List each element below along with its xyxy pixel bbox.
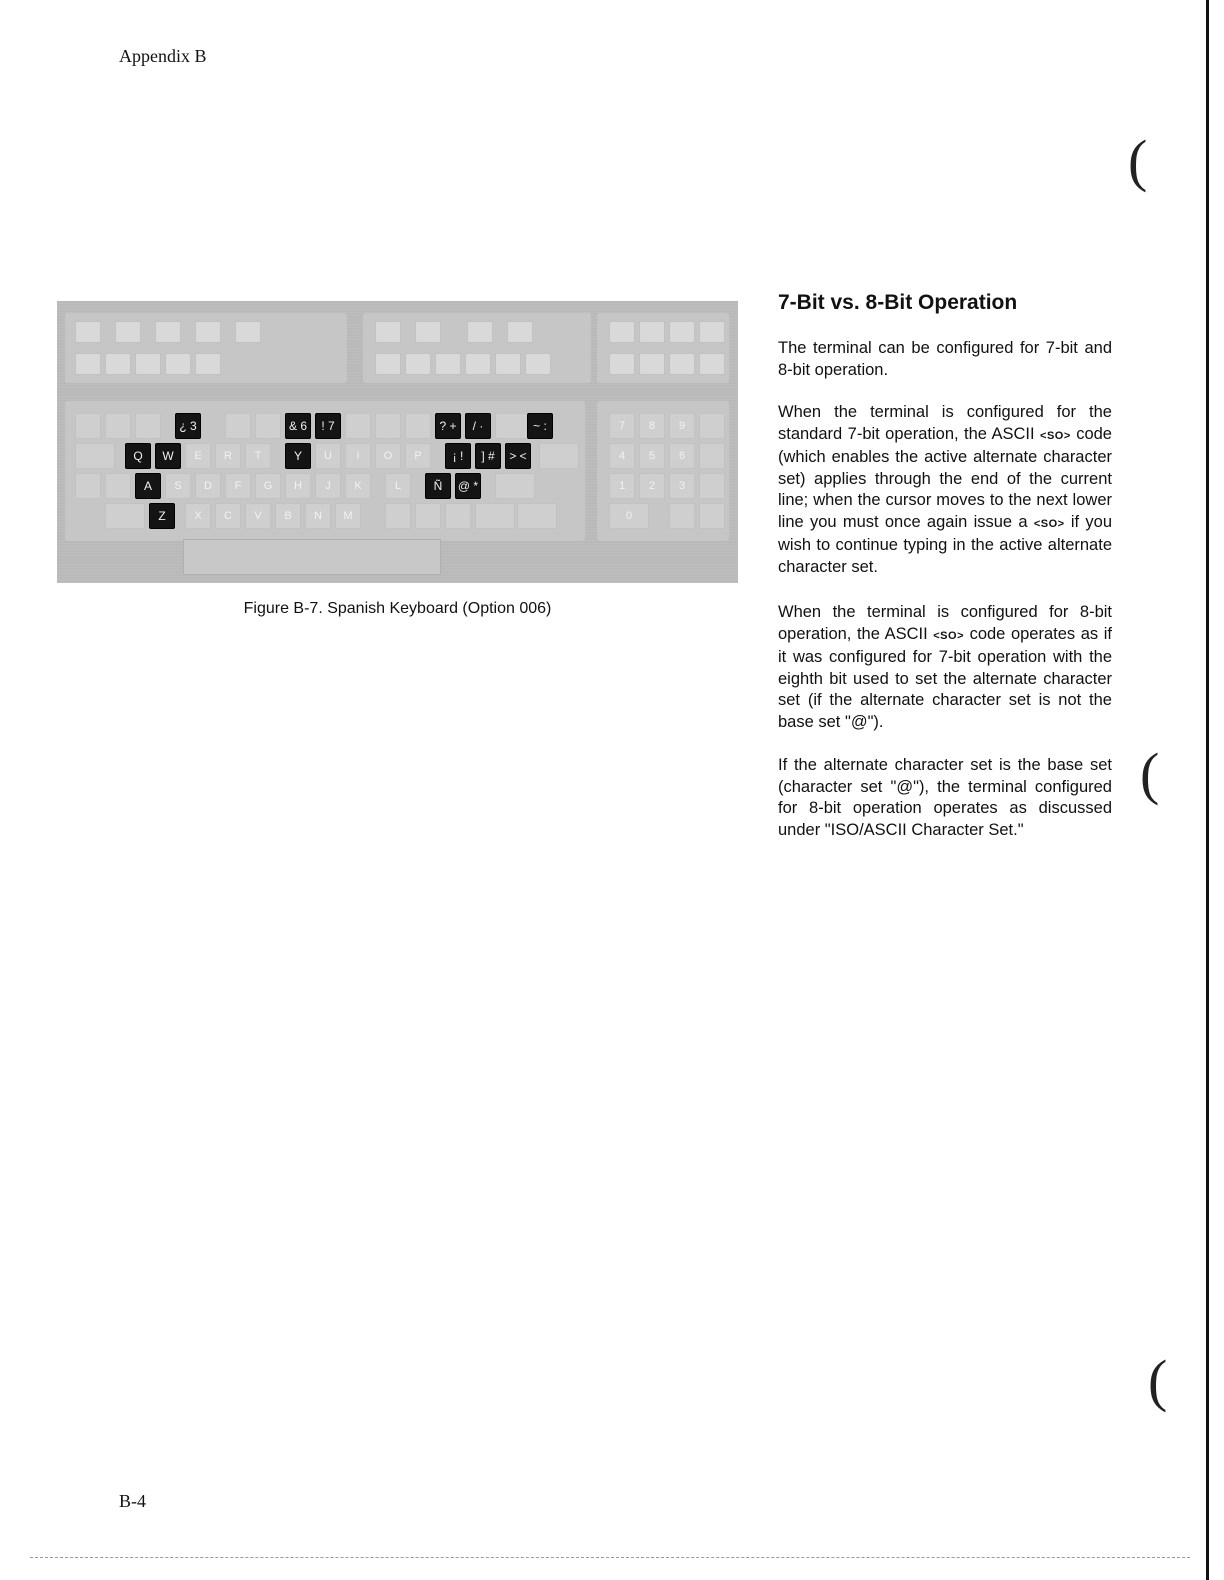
keyboard-key: [375, 353, 401, 375]
keyboard-key: T: [245, 443, 271, 469]
keyboard-key: [699, 443, 725, 469]
keyboard-key: [375, 321, 401, 343]
keyboard-key: [639, 353, 665, 375]
keyboard-key-alternate: ¿ 3: [175, 413, 201, 439]
spacebar: [183, 539, 441, 575]
keyboard-key: R: [215, 443, 241, 469]
keyboard-key: [669, 503, 695, 529]
keyboard-key: [669, 353, 695, 375]
bottom-rule: [30, 1557, 1190, 1558]
keyboard-key: [105, 413, 131, 439]
keyboard-key: [165, 353, 191, 375]
keyboard-key: [699, 413, 725, 439]
so-code: <SO>: [1040, 429, 1071, 442]
keyboard-key: M: [335, 503, 361, 529]
keyboard-key: [639, 321, 665, 343]
page-header: Appendix B: [119, 46, 207, 66]
keyboard-key: [115, 321, 141, 343]
keyboard-key: G: [255, 473, 281, 499]
keyboard-key: [465, 353, 491, 375]
keyboard-key-alternate: ~ :: [527, 413, 553, 439]
keyboard-key: S: [165, 473, 191, 499]
keyboard-key: [135, 413, 161, 439]
keyboard-key: [255, 413, 281, 439]
keyboard-key: I: [345, 443, 371, 469]
keyboard-key: O: [375, 443, 401, 469]
keyboard-key: [105, 473, 131, 499]
paragraph-3: [778, 602, 1112, 733]
keyboard-key: [445, 503, 471, 529]
keyboard-key: V: [245, 503, 271, 529]
keyboard-key: H: [285, 473, 311, 499]
keyboard-key: N: [305, 503, 331, 529]
keyboard-key: [195, 321, 221, 343]
keyboard-key: [699, 503, 725, 529]
keyboard-key: [609, 353, 635, 375]
keyboard-key: 6: [669, 443, 695, 469]
keyboard-key: [495, 353, 521, 375]
keyboard-key-alternate: Z: [149, 503, 175, 529]
keyboard-key: [195, 353, 221, 375]
paragraph-4: If the alternate character set is the base set (character set "@"), the terminal configured for 8-bit operation operates as discussed under "ISO/ASCII Character Set.": [778, 756, 1112, 839]
keyboard-key: [699, 321, 725, 343]
keyboard-key: 4: [609, 443, 635, 469]
keyboard-key-alternate: & 6: [285, 413, 311, 439]
keyboard-key: [609, 321, 635, 343]
keyboard-key: D: [195, 473, 221, 499]
keyboard-key: [75, 473, 101, 499]
keyboard-key: [405, 353, 431, 375]
paragraph-2-text-a: When the terminal is configured for the standard 7-bit operation, the ASCII: [778, 403, 1112, 443]
page-footer: B-4: [119, 1491, 146, 1511]
binder-hole-mark-top: (: [1128, 128, 1148, 193]
figure-caption: Figure B-7. Spanish Keyboard (Option 006): [243, 600, 552, 617]
binder-hole-mark-middle: (: [1140, 741, 1160, 806]
keyboard-key: [517, 503, 557, 529]
keyboard-key: [225, 413, 251, 439]
keyboard-key: [105, 353, 131, 375]
keyboard-key-alternate: / ·: [465, 413, 491, 439]
page-edge-line: [1206, 0, 1209, 1580]
keyboard-key-alternate: Ñ: [425, 473, 451, 499]
keyboard-key: [669, 321, 695, 343]
paragraph-3-text-b: code operates as if it was configured for 7-bit operation with the eighth bit used to set the alternate character set (if the alternate character set is not the base set "@").: [778, 624, 1112, 731]
keyboard-key: [75, 413, 101, 439]
keyboard-key: 9: [669, 413, 695, 439]
keyboard-key: [375, 413, 401, 439]
paragraph-1: The terminal can be configured for 7-bit and 8-bit operation.: [778, 339, 1112, 379]
keyboard-key: 3: [669, 473, 695, 499]
paragraph-2-text-b: code (which enables the active alternate character set) applies through the end of the current line; when the cursor moves to the next lower line you must once again issue a: [778, 424, 1112, 531]
keyboard-key: X: [185, 503, 211, 529]
keyboard-key: [75, 443, 115, 469]
keyboard-key-alternate: A: [135, 473, 161, 499]
keyboard-key: [75, 353, 101, 375]
keyboard-key-alternate: > <: [505, 443, 531, 469]
keyboard-key: K: [345, 473, 371, 499]
keyboard-key: [467, 321, 493, 343]
keyboard-key-alternate: Q: [125, 443, 151, 469]
keyboard-key-alternate: ! 7: [315, 413, 341, 439]
keyboard-key: 5: [639, 443, 665, 469]
keyboard-key: [415, 503, 441, 529]
keyboard-key-alternate: @ *: [455, 473, 481, 499]
keyboard-key: [235, 321, 261, 343]
keyboard-key: [385, 503, 411, 529]
keyboard-key: B: [275, 503, 301, 529]
keyboard-key: F: [225, 473, 251, 499]
keyboard-key: P: [405, 443, 431, 469]
keyboard-key: [135, 353, 161, 375]
keyboard-key: [415, 321, 441, 343]
so-code: <SO>: [1033, 517, 1065, 530]
keyboard-key: C: [215, 503, 241, 529]
keyboard-key: J: [315, 473, 341, 499]
keyboard-key-alternate: Y: [285, 443, 311, 469]
section-title: 7-Bit vs. 8-Bit Operation: [778, 291, 1018, 314]
keyboard-key: [435, 353, 461, 375]
keyboard-key: [405, 413, 431, 439]
keyboard-key-alternate: ] #: [475, 443, 501, 469]
keyboard-key: [105, 503, 145, 529]
keyboard-key: 1: [609, 473, 635, 499]
keyboard-key: E: [185, 443, 211, 469]
keyboard-key: [75, 321, 101, 343]
keyboard-key-alternate: ¡ !: [445, 443, 471, 469]
so-code: <SO>: [933, 629, 964, 642]
keyboard-key: 2: [639, 473, 665, 499]
keyboard-key: [507, 321, 533, 343]
keyboard-key: L: [385, 473, 411, 499]
keyboard-key: [699, 473, 725, 499]
keyboard-key-alternate: ? +: [435, 413, 461, 439]
keyboard-key: [495, 473, 535, 499]
keyboard-key: 0: [609, 503, 649, 529]
keyboard-key: U: [315, 443, 341, 469]
keyboard-key: 8: [639, 413, 665, 439]
keyboard-key: [155, 321, 181, 343]
paragraph-3-text-a: When the terminal is configured for 8-bit operation, the ASCII: [778, 603, 1112, 643]
keyboard-key: [539, 443, 579, 469]
keyboard-key: [699, 353, 725, 375]
keyboard-key: [345, 413, 371, 439]
binder-hole-mark-bottom: (: [1148, 1348, 1168, 1413]
keyboard-key: [525, 353, 551, 375]
keyboard-figure: [57, 301, 738, 583]
paragraph-2-text-c: if you wish to continue typing in the active alternate character set.: [778, 512, 1113, 576]
keyboard-key: [475, 503, 515, 529]
keyboard-key-alternate: W: [155, 443, 181, 469]
keyboard-key: 7: [609, 413, 635, 439]
paragraph-2: [778, 402, 1112, 578]
